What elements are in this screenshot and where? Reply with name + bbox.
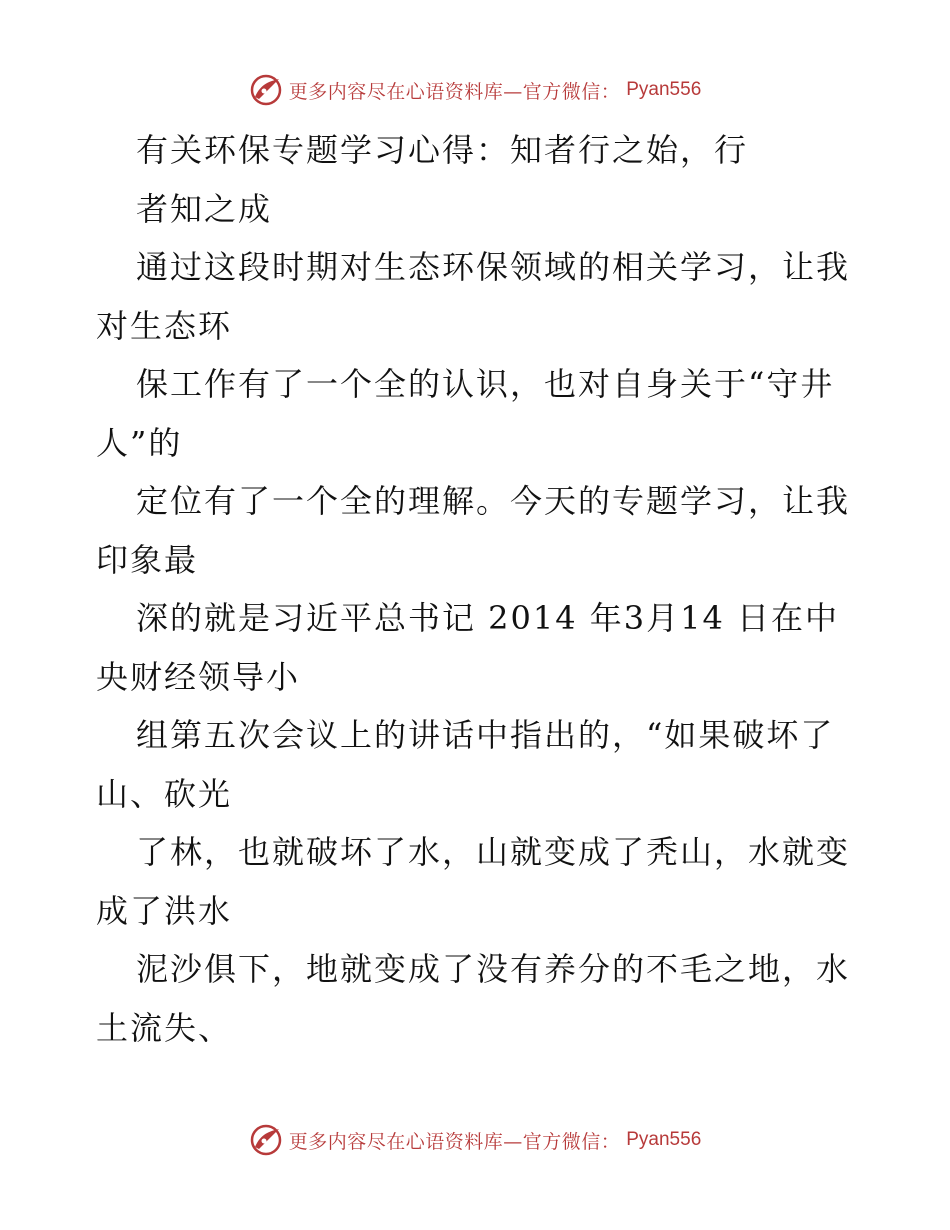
document-title-line-1: 有关环保专题学习心得：知者行之始，行 (136, 131, 749, 169)
paragraph-line: 深的就是习近平总书记 2014 年3月14 日在中 (136, 599, 840, 637)
paragraph-line: 了林，也就破坏了水，山就变成了秃山，水就变 (136, 833, 851, 871)
paragraph-line: 土流失、 (96, 1008, 233, 1047)
footer-wechat-id: Pyan556 (626, 1129, 702, 1150)
paragraph-line: 成了洪水 (96, 891, 233, 930)
header-wechat-id: Pyan556 (626, 79, 702, 100)
paragraph-line: 组第五次会议上的讲话中指出的，“如果破坏了 (136, 716, 835, 754)
paragraph-line: 通过这段时期对生态环保领域的相关学习，让我 (136, 248, 851, 286)
paragraph-line: 泥沙俱下，地就变成了没有养分的不毛之地，水 (136, 950, 851, 988)
header-banner (0, 68, 950, 112)
pen-emblem-icon (249, 1123, 283, 1157)
paragraph-line: 人”的 (96, 423, 183, 462)
paragraph-line: 对生态环 (96, 306, 233, 345)
header-banner-text: 更多内容尽在心语资料库—官方微信： (288, 80, 621, 103)
paragraph-line: 保工作有了一个全的认识，也对自身关于“守井 (136, 365, 835, 403)
document-title-line-2: 者知之成 (136, 189, 273, 228)
footer-banner (0, 1118, 950, 1162)
document-body (96, 121, 856, 1057)
paragraph-line: 印象最 (96, 540, 199, 579)
paragraph-line: 央财经领导小 (96, 657, 301, 696)
paragraph-line: 定位有了一个全的理解。今天的专题学习，让我 (136, 482, 851, 520)
paragraph-line: 山、砍光 (96, 774, 233, 813)
pen-emblem-icon (249, 73, 283, 107)
footer-banner-text: 更多内容尽在心语资料库—官方微信： (288, 1130, 621, 1153)
